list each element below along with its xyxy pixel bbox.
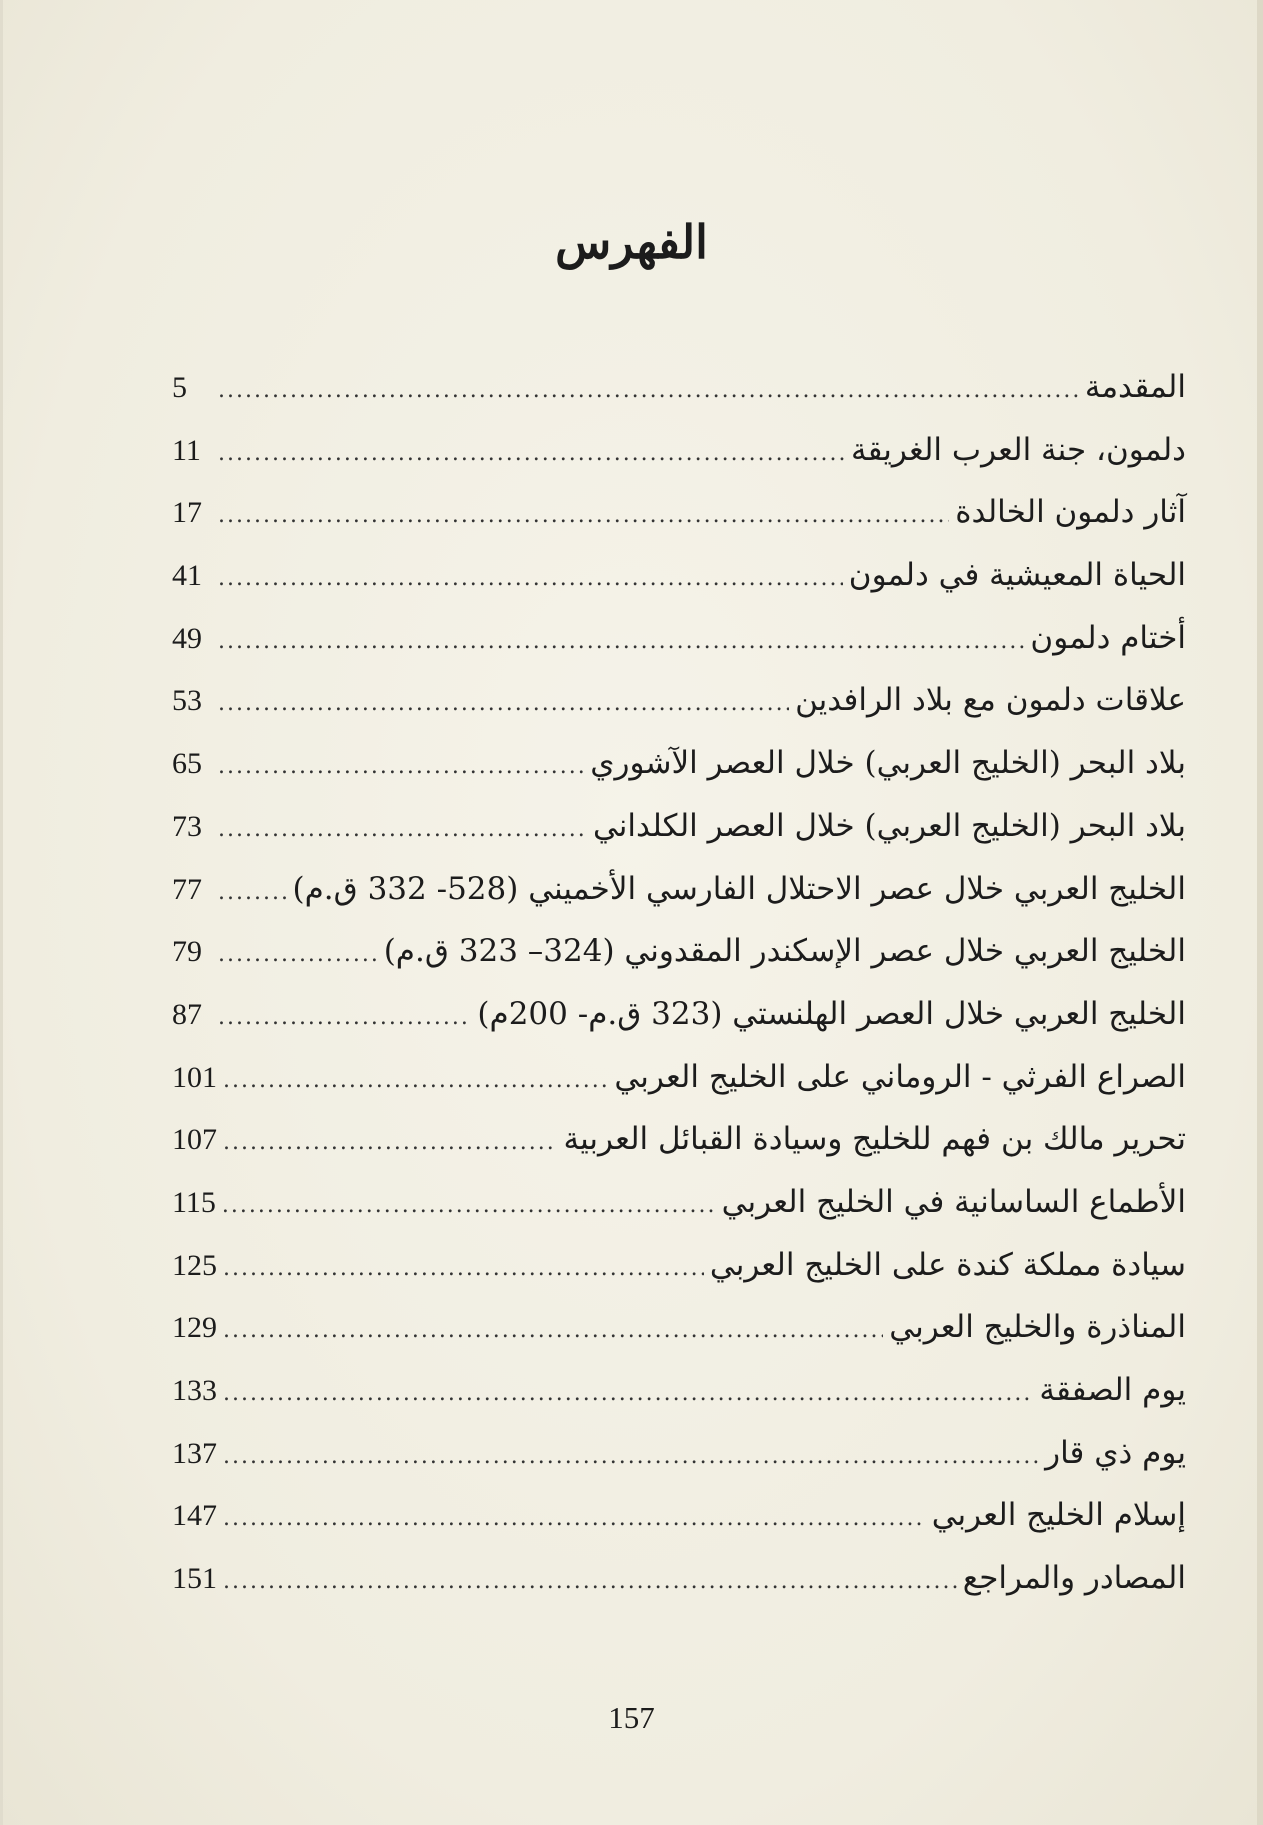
toc-entry-title: يوم ذي قار bbox=[1045, 1434, 1186, 1471]
toc-entry-page: 129 bbox=[172, 1311, 217, 1345]
page-number: 157 bbox=[608, 1700, 655, 1735]
dot-leader bbox=[218, 756, 584, 778]
toc-entry-page: 79 bbox=[172, 935, 202, 969]
toc-entry-page: 65 bbox=[172, 747, 202, 781]
toc-entry-title: الخليج العربي خلال عصر الاحتلال الفارسي الأخميني (528- 332 ق.م) bbox=[292, 870, 1186, 907]
toc-entry-title: بلاد البحر (الخليج العربي) خلال العصر الآشوري bbox=[590, 745, 1186, 782]
toc-entry bbox=[172, 431, 1186, 498]
dot-leader bbox=[223, 1446, 1039, 1468]
toc-entry-title: يوم الصفقة bbox=[1039, 1372, 1186, 1408]
toc-entry-page: 5 bbox=[172, 371, 187, 404]
toc-entry-title: الخليج العربي خلال عصر الإسكندر المقدوني (324– 323 ق.م) bbox=[383, 933, 1186, 970]
toc-entry-title: المناذرة والخليج العربي bbox=[889, 1309, 1186, 1346]
toc-entry-title: المصادر والمراجع bbox=[962, 1560, 1186, 1597]
toc-entry bbox=[172, 369, 1186, 435]
toc-entry bbox=[172, 745, 1186, 811]
toc-entry-title: إسلام الخليج العربي bbox=[931, 1497, 1186, 1534]
toc-entry bbox=[172, 1309, 1186, 1375]
dot-leader bbox=[218, 568, 843, 590]
toc-entry-title: سيادة مملكة كندة على الخليج العربي bbox=[709, 1246, 1186, 1283]
toc-entry-page: 77 bbox=[172, 872, 202, 906]
dot-leader bbox=[223, 1258, 704, 1280]
dot-leader bbox=[218, 693, 789, 715]
toc-entry bbox=[172, 807, 1186, 874]
toc-entry-title: علاقات دلمون مع بلاد الرافدين bbox=[795, 682, 1186, 719]
dot-leader bbox=[218, 1007, 471, 1029]
toc-entry-title: أختام دلمون bbox=[1030, 619, 1186, 656]
toc-entry-page: 137 bbox=[172, 1436, 217, 1470]
toc-entry-title: الخليج العربي خلال العصر الهلنستي (323 ق.م- 200م) bbox=[477, 995, 1186, 1032]
dot-leader bbox=[223, 1320, 883, 1342]
dot-leader bbox=[223, 1508, 926, 1530]
toc-entry-page: 107 bbox=[172, 1123, 217, 1157]
toc-entry-page: 49 bbox=[172, 621, 202, 655]
toc-entry-title: تحرير مالك بن فهم للخليج وسيادة القبائل العربية bbox=[563, 1121, 1186, 1158]
dot-leader bbox=[218, 944, 378, 966]
toc-entry-page: 53 bbox=[172, 684, 202, 718]
toc-entry bbox=[172, 1372, 1186, 1438]
dot-leader bbox=[223, 1571, 957, 1593]
toc-entry-title: الأطماع الساسانية في الخليج العربي bbox=[721, 1183, 1186, 1220]
table-of-contents bbox=[172, 369, 1186, 1626]
toc-entry bbox=[172, 933, 1186, 999]
toc-entry bbox=[172, 619, 1186, 686]
toc-entry-title: الصراع الفرثي - الروماني على الخليج العربي bbox=[614, 1058, 1186, 1095]
toc-entry bbox=[172, 1497, 1186, 1563]
toc-entry-page: 11 bbox=[172, 433, 201, 467]
dot-leader bbox=[218, 819, 587, 841]
toc-entry-title: بلاد البحر (الخليج العربي) خلال العصر الكلداني bbox=[592, 807, 1186, 844]
toc-entry-page: 115 bbox=[172, 1185, 216, 1219]
dot-leader bbox=[223, 1383, 1033, 1405]
toc-entry bbox=[172, 870, 1186, 937]
toc-entry bbox=[172, 1121, 1186, 1187]
toc-entry bbox=[172, 995, 1186, 1062]
toc-entry-page: 125 bbox=[172, 1248, 217, 1282]
dot-leader bbox=[222, 1195, 716, 1217]
toc-entry-title: دلمون، جنة العرب الغريقة bbox=[850, 431, 1186, 468]
toc-entry bbox=[172, 682, 1186, 748]
dot-leader bbox=[218, 631, 1024, 653]
toc-entry-title: الحياة المعيشية في دلمون bbox=[848, 557, 1186, 594]
dot-leader bbox=[218, 505, 949, 527]
toc-entry-title: آثار دلمون الخالدة bbox=[955, 494, 1186, 531]
toc-entry bbox=[172, 557, 1186, 623]
toc-entry-page: 87 bbox=[172, 997, 202, 1031]
toc-entry-page: 17 bbox=[172, 496, 202, 530]
toc-entry bbox=[172, 1183, 1186, 1250]
dot-leader bbox=[218, 443, 845, 465]
toc-entry-page: 133 bbox=[172, 1374, 217, 1407]
toc-entry bbox=[172, 1560, 1186, 1626]
dot-leader bbox=[218, 882, 287, 904]
page-title: الفهرس bbox=[555, 215, 708, 269]
toc-entry bbox=[172, 1434, 1186, 1501]
toc-entry-page: 41 bbox=[172, 559, 202, 593]
dot-leader bbox=[223, 1132, 557, 1154]
toc-entry bbox=[172, 1058, 1186, 1125]
toc-entry-page: 101 bbox=[172, 1060, 217, 1094]
toc-entry bbox=[172, 1246, 1186, 1313]
dot-leader bbox=[223, 1070, 608, 1092]
toc-entry bbox=[172, 494, 1186, 560]
dot-leader bbox=[218, 380, 1079, 402]
toc-entry-title: المقدمة bbox=[1084, 369, 1186, 405]
toc-entry-page: 73 bbox=[172, 809, 202, 843]
toc-entry-page: 151 bbox=[172, 1562, 217, 1596]
toc-entry-page: 147 bbox=[172, 1499, 217, 1533]
